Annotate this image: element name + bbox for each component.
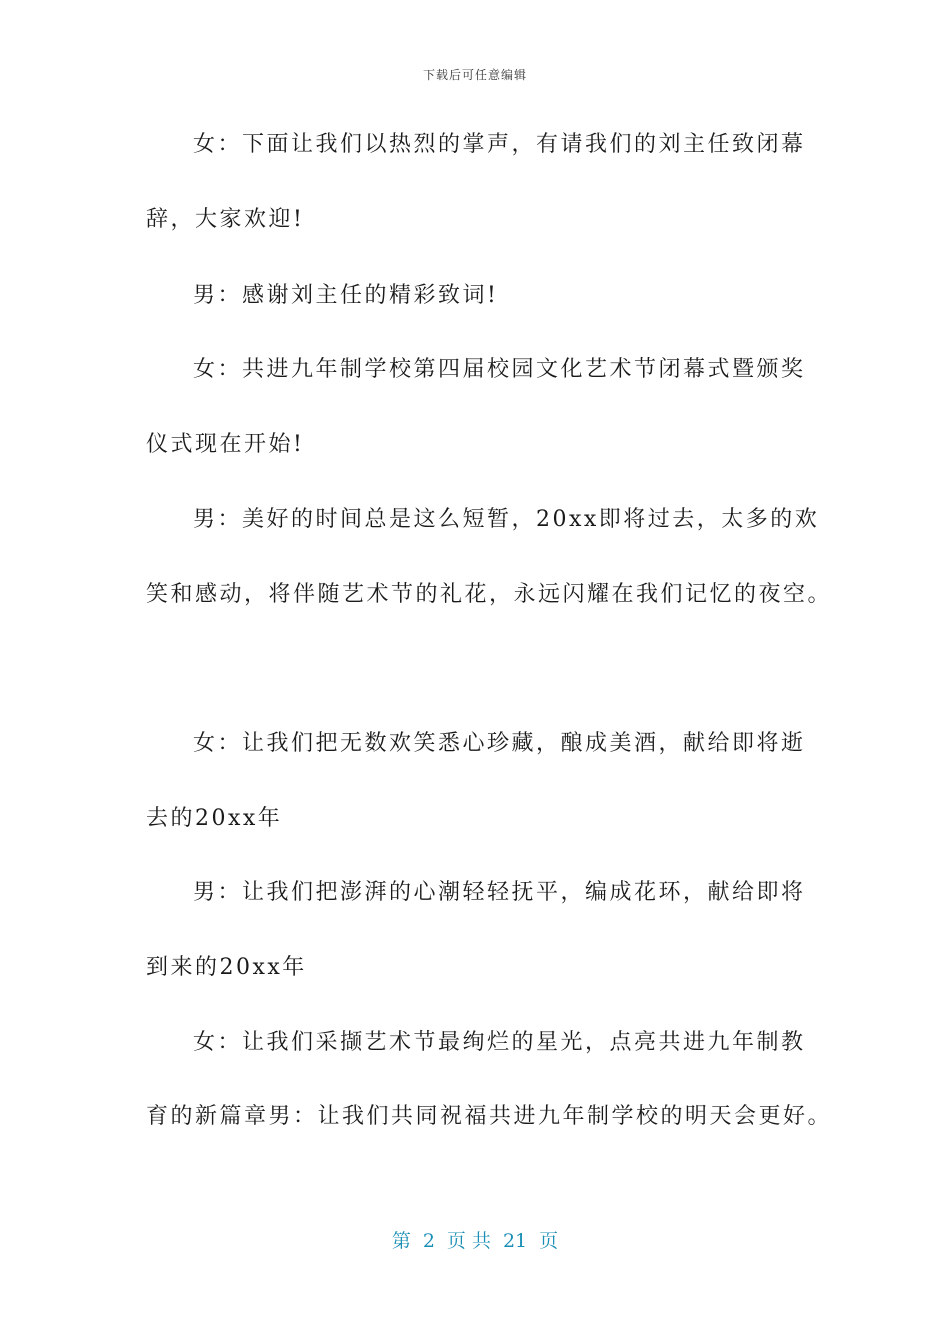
body-line: 去的20xx年	[146, 806, 283, 831]
body-line: 到来的20xx年	[146, 955, 307, 980]
page-header: 下载后可任意编辑	[422, 68, 527, 82]
page-footer	[0, 1226, 950, 1253]
body-line: 育的新篇章男：让我们共同祝福共进九年制学校的明天会更好。	[146, 1104, 833, 1129]
body-line: 男：美好的时间总是这么短暂，20xx即将过去，太多的欢	[193, 507, 820, 532]
body-line: 女：下面让我们以热烈的掌声，有请我们的刘主任致闭幕	[193, 132, 806, 157]
body-line: 辞，大家欢迎!	[146, 207, 305, 232]
body-line: 笑和感动，将伴随艺术节的礼花，永远闪耀在我们记忆的夜空。	[146, 582, 833, 607]
body-line: 女：共进九年制学校第四届校园文化艺术节闭幕式暨颁奖	[193, 357, 806, 382]
footer-suffix: 页	[539, 1230, 559, 1252]
body-line: 男：感谢刘主任的精彩致词!	[193, 283, 499, 308]
footer-prefix: 第	[391, 1230, 411, 1252]
body-line: 仪式现在开始!	[146, 432, 305, 457]
body-line: 男：让我们把澎湃的心潮轻轻抚平，编成花环，献给即将	[193, 880, 806, 905]
footer-middle: 页 共	[446, 1230, 491, 1252]
footer-page-number: 2	[422, 1230, 435, 1252]
body-line: 女：让我们把无数欢笑悉心珍藏，酿成美酒，献给即将逝	[193, 731, 806, 756]
footer-total-pages: 21	[502, 1230, 528, 1252]
body-line: 女：让我们采撷艺术节最绚烂的星光，点亮共进九年制教	[193, 1030, 806, 1055]
